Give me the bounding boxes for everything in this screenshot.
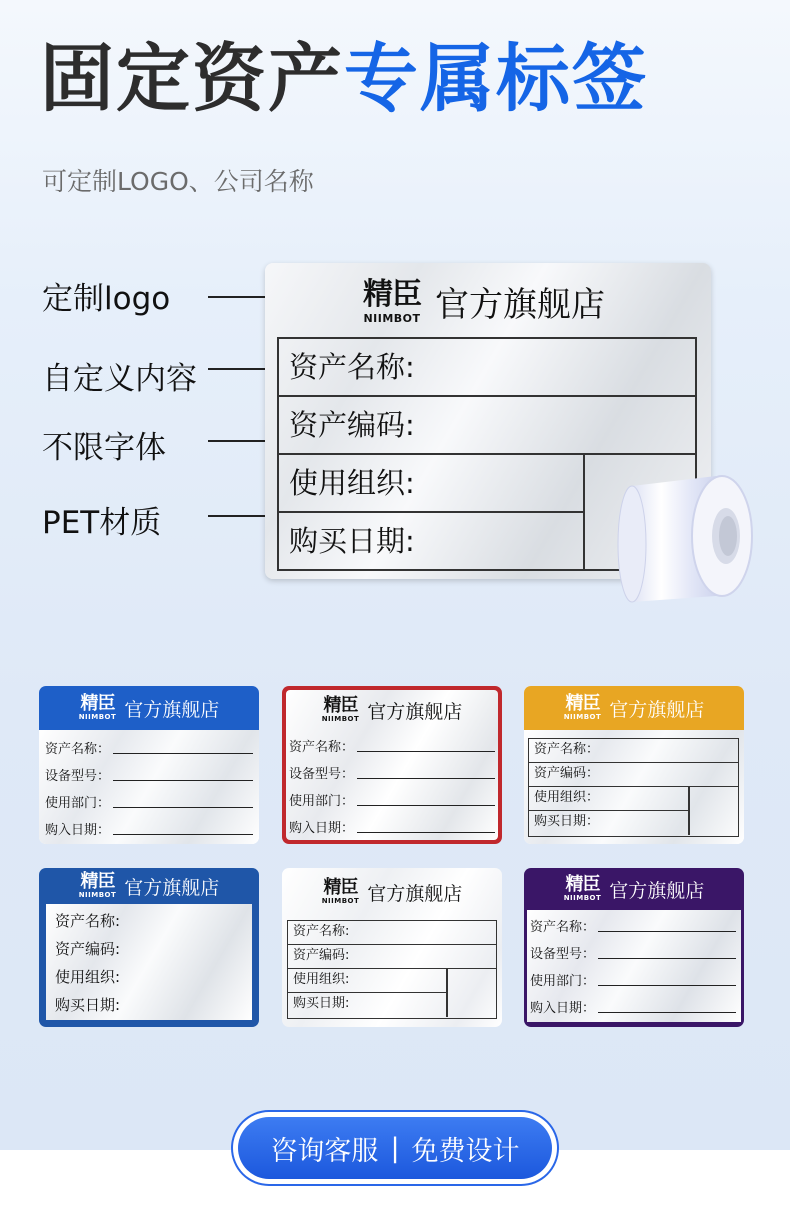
callout-pet-material: PET材质	[42, 505, 162, 541]
field-asset-code: 资产编码:	[279, 397, 695, 455]
field-row: 资产名称：	[530, 916, 736, 935]
niimbot-logo	[363, 276, 421, 325]
label-header	[39, 686, 259, 730]
field-row: 资产名称：	[45, 738, 253, 757]
field-row: 购入日期：	[45, 819, 253, 838]
sample-label-red	[282, 686, 502, 844]
callout-any-font: 不限字体	[42, 430, 166, 466]
field-row: 使用组织：	[529, 787, 690, 811]
store-name: 官方旗舰店	[435, 285, 605, 325]
logo-en-text: NIIMBOT	[363, 311, 421, 325]
sample-label-white	[282, 868, 502, 1027]
field-row: 资产名称：	[529, 739, 738, 763]
title-dark-part: 固定资产	[40, 36, 344, 122]
store-name: 官方旗舰店	[609, 698, 705, 721]
cta-inner[interactable]	[238, 1117, 552, 1179]
label-header	[39, 868, 259, 904]
field-row: 购买日期:	[293, 996, 350, 1011]
field-row: 使用部门：	[45, 792, 253, 811]
consult-design-button[interactable]	[233, 1112, 557, 1184]
field-asset-name: 资产名称:	[279, 339, 695, 397]
label-header	[524, 686, 744, 730]
store-name: 官方旗舰店	[124, 698, 220, 721]
field-row: 购入日期：	[530, 997, 736, 1016]
field-row: 购入日期：	[289, 817, 495, 836]
label-header	[282, 868, 502, 916]
brand-header	[363, 277, 605, 326]
sample-label-blue	[39, 686, 259, 844]
field-row: 设备型号：	[45, 765, 253, 784]
field-row: 购买日期:	[55, 996, 121, 1014]
field-row: 资产名称:	[288, 921, 496, 945]
label-inner	[286, 690, 498, 840]
title-blue-part: 专属标签	[344, 36, 648, 122]
store-name: 官方旗舰店	[124, 876, 220, 899]
field-row: 使用部门：	[289, 790, 495, 809]
label-body	[524, 730, 744, 844]
field-row: 设备型号：	[289, 763, 495, 782]
sample-label-navy	[39, 868, 259, 1027]
grid-divider	[446, 969, 448, 1017]
field-grid	[528, 738, 739, 837]
field-row: 使用组织:	[55, 968, 121, 986]
page-title	[40, 36, 648, 122]
sample-label-purple	[524, 868, 744, 1027]
sample-label-gold	[524, 686, 744, 844]
field-row: 资产编码：	[529, 763, 738, 787]
label-header	[524, 868, 744, 910]
grid-divider	[688, 787, 690, 835]
label-body	[527, 910, 741, 1022]
field-row: 使用部门：	[530, 970, 736, 989]
callout-custom-content: 自定义内容	[42, 361, 197, 397]
field-row: 购买日期：	[534, 814, 600, 829]
field-row: 设备型号：	[530, 943, 736, 962]
label-header	[286, 690, 498, 730]
store-name: 官方旗舰店	[609, 879, 705, 902]
store-name: 官方旗舰店	[367, 882, 463, 905]
label-roll-image	[612, 468, 757, 608]
niimbot-logo: 精臣 NIIMBOT	[321, 877, 360, 905]
label-body	[39, 730, 259, 844]
niimbot-logo: 精臣 NIIMBOT	[78, 693, 117, 721]
callout-custom-logo: 定制logo	[42, 281, 171, 317]
page-subtitle: 可定制LOGO、公司名称	[42, 167, 314, 196]
niimbot-logo: 精臣 NIIMBOT	[563, 693, 602, 721]
label-body	[46, 904, 252, 1020]
niimbot-logo: 精臣 NIIMBOT	[78, 871, 117, 899]
field-row: 资产编码:	[288, 945, 496, 969]
niimbot-logo: 精臣 NIIMBOT	[321, 695, 360, 723]
field-row: 资产名称:	[55, 912, 121, 930]
logo-cn-text: 精臣	[363, 276, 421, 312]
field-row: 使用组织:	[288, 969, 448, 993]
cta-free-design-label: 免费设计	[411, 1135, 520, 1167]
field-row: 资产编码:	[55, 940, 121, 958]
field-grid	[287, 920, 497, 1019]
field-purchase-date: 购买日期:	[279, 513, 585, 569]
field-row: 资产名称：	[289, 736, 495, 755]
field-organization: 使用组织:	[279, 455, 585, 513]
cta-consult-label: 咨询客服	[270, 1135, 379, 1167]
cta-separator: |	[390, 1132, 400, 1164]
niimbot-logo: 精臣 NIIMBOT	[563, 874, 602, 902]
store-name: 官方旗舰店	[367, 700, 463, 723]
